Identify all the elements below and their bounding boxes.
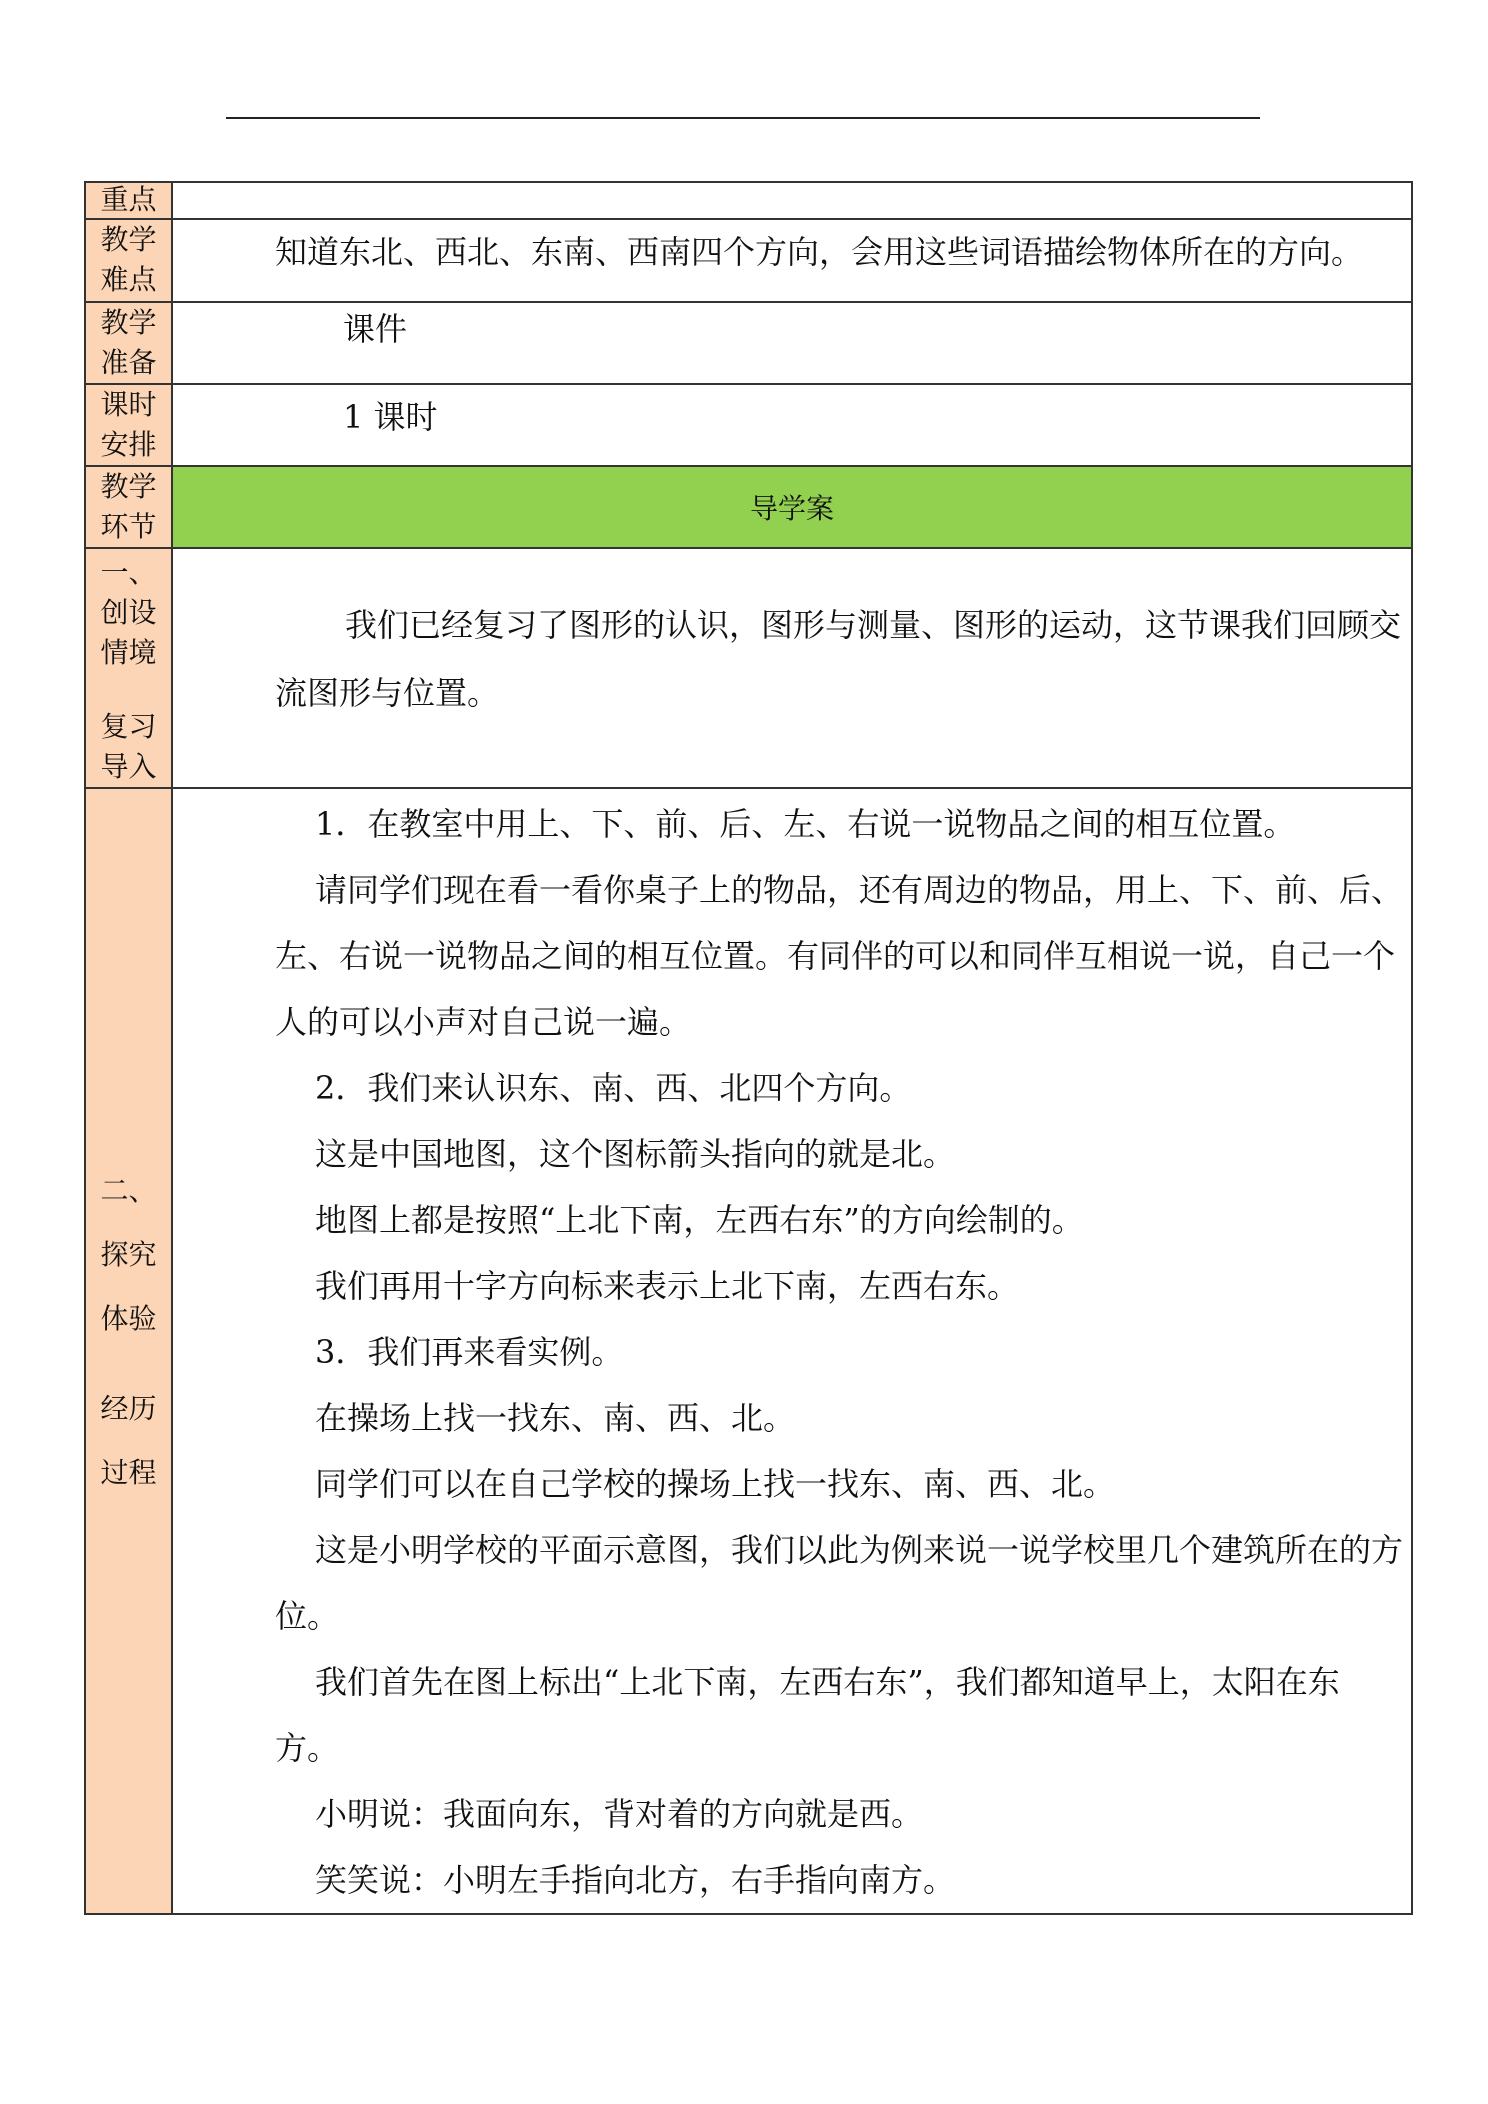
content-difficulties [172, 219, 1412, 302]
para-9: 同学们可以在自己学校的操场上找一找东、南、西、北。 [315, 1465, 1116, 1503]
label-difficulties: 教学 难点 [85, 219, 172, 302]
para-6: 我们再用十字方向标来表示上北下南，左西右东。 [315, 1267, 1020, 1305]
guided-plan-header: 导学案 [172, 466, 1412, 548]
para-5: 地图上都是按照“上北下南，左西右东”的方向绘制的。 [315, 1201, 1084, 1239]
label-section-one: 一、 创设 情境 复习 导入 [85, 548, 172, 788]
preparation-text: 课件 [343, 310, 408, 348]
difficulties-text: 知道东北、西北、东南、西南四个方向，会用这些词语描绘物体所在的方向。 [275, 233, 1364, 271]
row-schedule [85, 384, 1412, 466]
row-preparation [85, 302, 1412, 384]
content-section-one [172, 548, 1412, 788]
label-key-points: 重点 [85, 182, 172, 219]
row-section-one [85, 548, 1412, 788]
row-difficulties [85, 219, 1412, 302]
para-13: 笑笑说：小明左手指向北方，右手指向南方。 [315, 1861, 956, 1899]
lesson-plan-table [84, 181, 1413, 1915]
para-2: 请同学们现在看一看你桌子上的物品，还有周边的物品，用上、下、前、后、左、右说一说物品之间的相互位置。有同伴的可以和同伴互相说一说，自己一个人的可以小声对自己说一遍。 [275, 871, 1404, 1041]
label-teaching-stage: 教学 环节 [85, 466, 172, 548]
para-3: 2．我们来认识东、南、西、北四个方向。 [315, 1069, 912, 1107]
row-teaching-stage [85, 466, 1412, 548]
para-4: 这是中国地图，这个图标箭头指向的就是北。 [315, 1135, 956, 1173]
para-8: 在操场上找一找东、南、西、北。 [315, 1399, 796, 1437]
para-12: 小明说：我面向东，背对着的方向就是西。 [315, 1795, 924, 1833]
label-preparation: 教学 准备 [85, 302, 172, 384]
content-key-points [172, 182, 1412, 219]
row-section-two [85, 788, 1412, 1914]
content-preparation [172, 302, 1412, 384]
para-10: 这是小明学校的平面示意图，我们以此为例来说一说学校里几个建筑所在的方位。 [275, 1531, 1404, 1635]
para-1: 1．在教室中用上、下、前、后、左、右说一说物品之间的相互位置。 [315, 805, 1296, 843]
para-7: 3．我们再来看实例。 [315, 1333, 624, 1371]
label-schedule: 课时 安排 [85, 384, 172, 466]
schedule-text: 1 课时 [343, 398, 438, 436]
label-section-two: 二、 探究 体验 经历 过程 [85, 788, 172, 1914]
header-rule [226, 117, 1260, 119]
content-schedule [172, 384, 1412, 466]
row-key-points [85, 182, 1412, 219]
para-11: 我们首先在图上标出“上北下南，左西右东”，我们都知道早上，太阳在东方。 [275, 1663, 1340, 1767]
content-section-two [172, 788, 1412, 1914]
intro-paragraph: 我们已经复习了图形的认识，图形与测量、图形的运动，这节课我们回顾交流图形与位置。 [275, 606, 1402, 712]
